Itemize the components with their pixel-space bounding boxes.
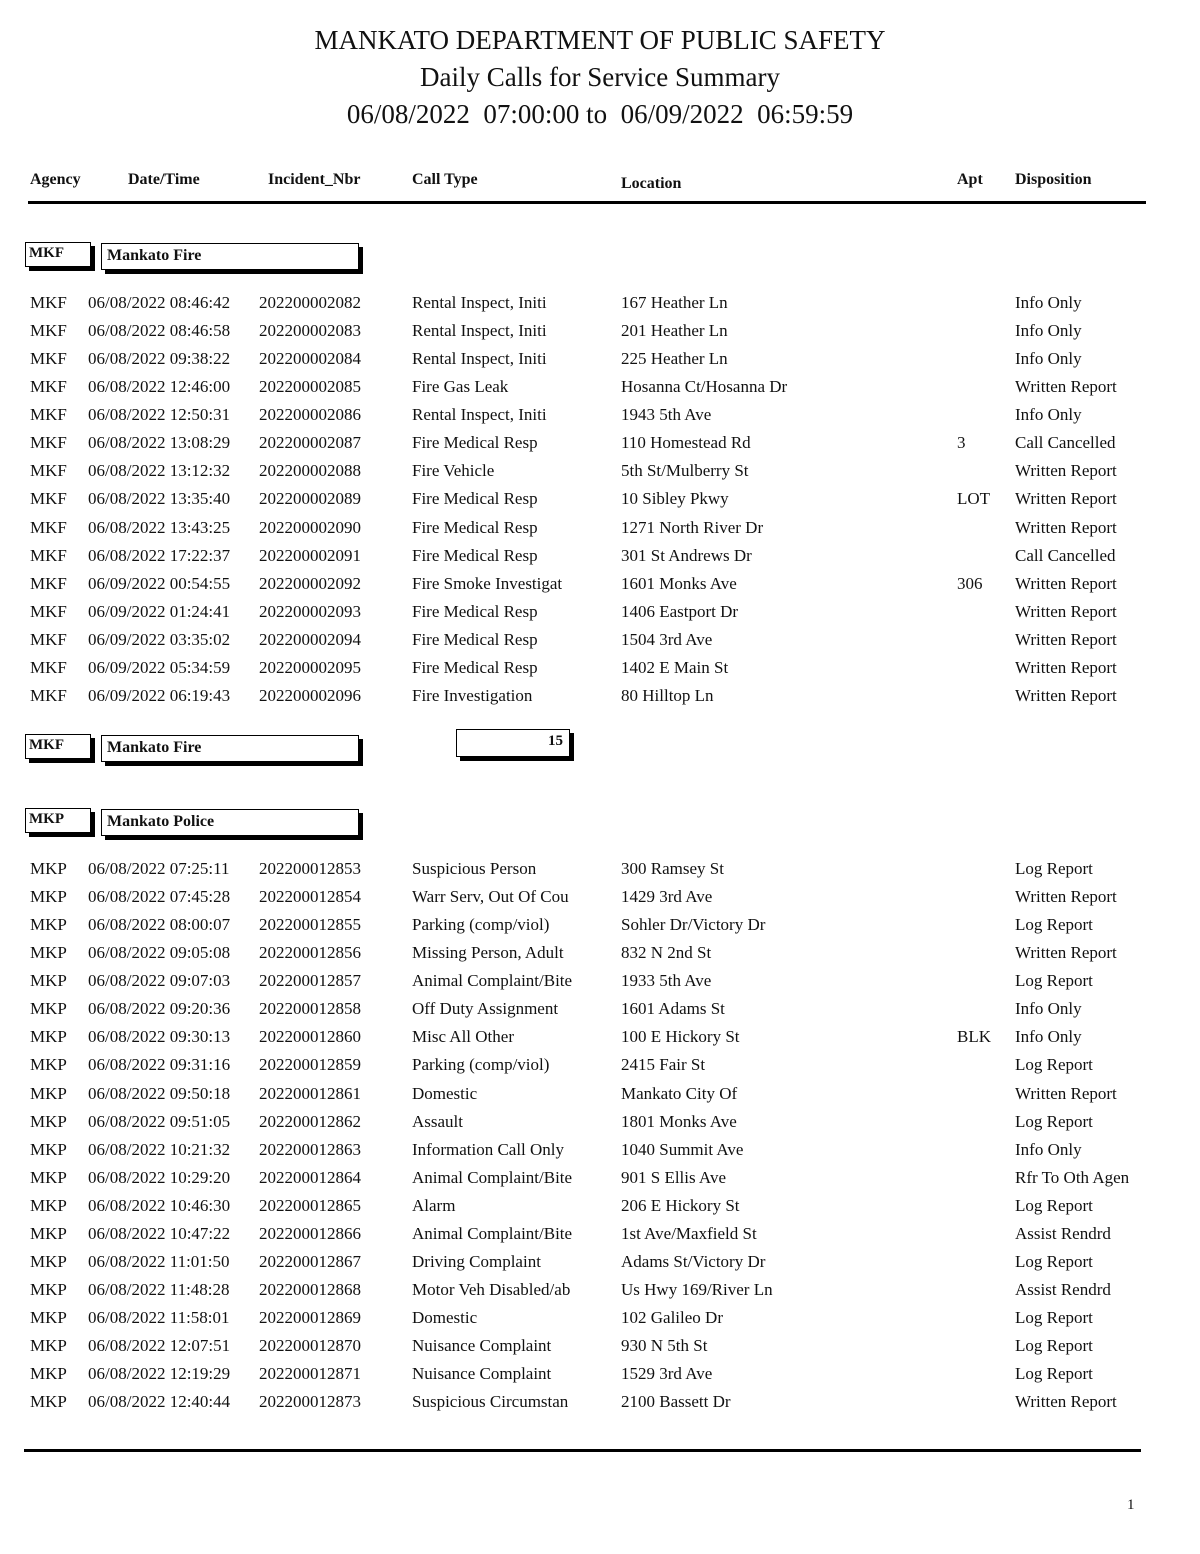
cell-disposition: Written Report [1015, 887, 1117, 907]
cell-agency: MKF [30, 545, 67, 565]
cell-incident: 202200002095 [259, 657, 361, 677]
cell-agency: MKP [30, 1223, 67, 1243]
cell-call-type: Fire Medical Resp [412, 517, 538, 537]
cell-call-type: Misc All Other [412, 1027, 514, 1047]
cell-call-type: Fire Vehicle [412, 461, 495, 481]
cell-datetime: 06/09/2022 01:24:41 [88, 601, 231, 621]
cell-agency: MKF [30, 349, 67, 369]
cell-datetime: 06/08/2022 10:47:22 [88, 1223, 231, 1243]
cell-incident: 202200002094 [259, 629, 361, 649]
cell-disposition: Log Report [1015, 1336, 1093, 1356]
cell-agency: MKF [30, 517, 67, 537]
cell-datetime: 06/09/2022 06:19:43 [88, 685, 231, 705]
cell-disposition: Info Only [1015, 321, 1082, 341]
cell-location: 102 Galileo Dr [621, 1308, 723, 1328]
cell-location: 80 Hilltop Ln [621, 685, 714, 705]
table-row [0, 1364, 1200, 1392]
cell-agency: MKP [30, 943, 67, 963]
cell-call-type: Fire Gas Leak [412, 377, 509, 397]
cell-agency: MKF [30, 489, 67, 509]
table-row [0, 433, 1200, 461]
cell-location: 1406 Eastport Dr [621, 601, 739, 621]
cell-disposition: Info Only [1015, 1027, 1082, 1047]
cell-call-type: Animal Complaint/Bite [412, 1223, 573, 1243]
cell-call-type: Animal Complaint/Bite [412, 1167, 573, 1187]
cell-datetime: 06/09/2022 03:35:02 [88, 629, 231, 649]
cell-incident: 202200012856 [259, 943, 361, 963]
cell-incident: 202200012854 [259, 887, 361, 907]
table-row [0, 518, 1200, 546]
cell-disposition: Log Report [1015, 1364, 1093, 1384]
cell-agency: MKP [30, 971, 67, 991]
cell-datetime: 06/08/2022 09:50:18 [88, 1083, 231, 1103]
cell-incident: 202200012864 [259, 1167, 361, 1187]
table-row [0, 1252, 1200, 1280]
cell-incident: 202200002088 [259, 461, 361, 481]
table-row [0, 887, 1200, 915]
cell-datetime: 06/08/2022 09:38:22 [88, 349, 231, 369]
cell-location: 930 N 5th St [621, 1336, 708, 1356]
report-subtitle: Daily Calls for Service Summary [420, 62, 780, 92]
cell-call-type: Animal Complaint/Bite [412, 971, 573, 991]
cell-call-type: Fire Smoke Investigat [412, 573, 563, 593]
cell-call-type: Nuisance Complaint [412, 1364, 552, 1384]
cell-location: 1429 3rd Ave [621, 887, 713, 907]
cell-location: 1st Ave/Maxfield St [621, 1223, 757, 1243]
cell-agency: MKP [30, 1167, 67, 1187]
cell-incident: 202200002092 [259, 573, 361, 593]
cell-location: 1801 Monks Ave [621, 1111, 737, 1131]
table-row [0, 1392, 1200, 1420]
cell-call-type: Information Call Only [412, 1139, 565, 1159]
cell-incident: 202200002096 [259, 685, 361, 705]
cell-agency: MKP [30, 1336, 67, 1356]
table-row [0, 1168, 1200, 1196]
cell-agency: MKF [30, 321, 67, 341]
cell-incident: 202200002089 [259, 489, 361, 509]
table-row [0, 321, 1200, 349]
cell-datetime: 06/08/2022 12:46:00 [88, 377, 231, 397]
cell-incident: 202200012860 [259, 1027, 361, 1047]
table-row [0, 574, 1200, 602]
cell-disposition: Written Report [1015, 1392, 1117, 1412]
cell-call-type: Alarm [412, 1195, 456, 1215]
report-title: MANKATO DEPARTMENT OF PUBLIC SAFETY [314, 25, 886, 55]
cell-location: Sohler Dr/Victory Dr [621, 915, 766, 935]
cell-incident: 202200012868 [259, 1280, 361, 1300]
table-row [0, 1027, 1200, 1055]
cell-location: 201 Heather Ln [621, 321, 728, 341]
cell-agency: MKP [30, 999, 67, 1019]
cell-call-type: Fire Medical Resp [412, 545, 538, 565]
cell-call-type: Fire Medical Resp [412, 657, 538, 677]
cell-call-type: Missing Person, Adult [412, 943, 564, 963]
cell-location: 1601 Monks Ave [621, 573, 737, 593]
cell-incident: 202200002093 [259, 601, 361, 621]
cell-incident: 202200012865 [259, 1195, 361, 1215]
table-row [0, 658, 1200, 686]
cell-incident: 202200002090 [259, 517, 361, 537]
cell-location: 2415 Fair St [621, 1055, 706, 1075]
cell-datetime: 06/08/2022 08:46:42 [88, 293, 231, 312]
column-header-location: Location [621, 175, 682, 192]
cell-agency: MKF [30, 405, 67, 425]
cell-disposition: Info Only [1015, 293, 1082, 312]
cell-agency: MKP [30, 1195, 67, 1215]
cell-disposition: Log Report [1015, 1251, 1093, 1271]
cell-location: Hosanna Ct/Hosanna Dr [621, 377, 788, 397]
report-date-range: 06/08/2022 07:00:00 to 06/09/2022 06:59:59 [346, 99, 854, 129]
cell-apt: 3 [957, 433, 966, 453]
cell-apt: 306 [957, 573, 983, 593]
table-row [0, 686, 1200, 714]
table-row [0, 489, 1200, 517]
cell-disposition: Log Report [1015, 859, 1093, 878]
cell-disposition: Written Report [1015, 573, 1117, 593]
table-row [0, 349, 1200, 377]
cell-disposition: Written Report [1015, 461, 1117, 481]
cell-call-type: Fire Investigation [412, 685, 533, 705]
cell-call-type: Parking (comp/viol) [412, 1055, 550, 1075]
cell-disposition: Log Report [1015, 1111, 1093, 1131]
cell-datetime: 06/08/2022 11:48:28 [88, 1280, 230, 1300]
cell-disposition: Call Cancelled [1015, 433, 1116, 453]
cell-agency: MKF [30, 461, 67, 481]
cell-datetime: 06/09/2022 00:54:55 [88, 573, 231, 593]
cell-disposition: Log Report [1015, 971, 1093, 991]
table-row [0, 1280, 1200, 1308]
cell-incident: 202200012873 [259, 1392, 361, 1412]
cell-call-type: Warr Serv, Out Of Cou [412, 887, 569, 907]
column-header-agency: Agency [30, 171, 81, 188]
cell-datetime: 06/08/2022 12:50:31 [88, 405, 231, 425]
table-row [0, 1084, 1200, 1112]
cell-datetime: 06/08/2022 13:12:32 [88, 461, 231, 481]
cell-incident: 202200012866 [259, 1223, 361, 1243]
cell-datetime: 06/08/2022 07:45:28 [88, 887, 231, 907]
cell-call-type: Fire Medical Resp [412, 433, 538, 453]
cell-agency: MKP [30, 1364, 67, 1384]
cell-datetime: 06/08/2022 10:46:30 [88, 1195, 231, 1215]
table-row [0, 1112, 1200, 1140]
fire-agency-code-box: MKF [25, 242, 91, 267]
column-header-call-type: Call Type [412, 171, 478, 188]
cell-incident: 202200002091 [259, 545, 361, 565]
cell-call-type: Fire Medical Resp [412, 629, 538, 649]
cell-agency: MKP [30, 1083, 67, 1103]
cell-location: 1402 E Main St [621, 657, 729, 677]
table-row [0, 1055, 1200, 1083]
cell-call-type: Domestic [412, 1308, 478, 1328]
cell-disposition: Written Report [1015, 517, 1117, 537]
cell-datetime: 06/08/2022 08:00:07 [88, 915, 231, 935]
cell-incident: 202200012867 [259, 1251, 361, 1271]
cell-agency: MKF [30, 629, 67, 649]
police-agency-code-box: MKP [25, 808, 91, 833]
cell-incident: 202200002082 [259, 293, 361, 312]
cell-call-type: Domestic [412, 1083, 478, 1103]
cell-incident: 202200012869 [259, 1308, 361, 1328]
cell-agency: MKF [30, 685, 67, 705]
cell-disposition: Written Report [1015, 657, 1117, 677]
cell-call-type: Parking (comp/viol) [412, 915, 550, 935]
cell-agency: MKP [30, 1111, 67, 1131]
cell-location: 1504 3rd Ave [621, 629, 713, 649]
cell-location: 300 Ramsey St [621, 859, 724, 878]
cell-agency: MKP [30, 1308, 67, 1328]
cell-datetime: 06/08/2022 09:20:36 [88, 999, 231, 1019]
cell-disposition: Written Report [1015, 601, 1117, 621]
cell-datetime: 06/08/2022 13:08:29 [88, 433, 231, 453]
fire-footer-code-box: MKF [25, 734, 91, 759]
cell-agency: MKP [30, 1055, 67, 1075]
cell-apt: LOT [957, 489, 991, 509]
cell-location: 901 S Ellis Ave [621, 1167, 726, 1187]
cell-call-type: Motor Veh Disabled/ab [412, 1280, 571, 1300]
cell-location: 1271 North River Dr [621, 517, 764, 537]
column-header-disposition: Disposition [1015, 171, 1092, 188]
cell-incident: 202200002083 [259, 321, 361, 341]
table-row [0, 859, 1200, 887]
cell-incident: 202200012871 [259, 1364, 361, 1384]
cell-datetime: 06/08/2022 12:07:51 [88, 1336, 231, 1356]
cell-datetime: 06/08/2022 11:01:50 [88, 1251, 230, 1271]
fire-agency-name-box: Mankato Fire [101, 243, 359, 270]
cell-disposition: Info Only [1015, 405, 1082, 425]
cell-incident: 202200012855 [259, 915, 361, 935]
cell-disposition: Info Only [1015, 349, 1082, 369]
cell-disposition: Written Report [1015, 489, 1117, 509]
table-row [0, 546, 1200, 574]
cell-agency: MKF [30, 377, 67, 397]
table-row [0, 943, 1200, 971]
table-row [0, 461, 1200, 489]
cell-datetime: 06/08/2022 09:51:05 [88, 1111, 231, 1131]
column-header-incident: Incident_Nbr [268, 171, 361, 188]
cell-incident: 202200002087 [259, 433, 361, 453]
cell-location: 110 Homestead Rd [621, 433, 751, 453]
cell-incident: 202200012857 [259, 971, 361, 991]
cell-location: 1601 Adams St [621, 999, 725, 1019]
fire-footer-name-box: Mankato Fire [101, 735, 359, 762]
fire-call-count: 15 [456, 729, 570, 757]
cell-location: 167 Heather Ln [621, 293, 728, 312]
cell-disposition: Written Report [1015, 685, 1117, 705]
cell-disposition: Log Report [1015, 1308, 1093, 1328]
cell-datetime: 06/08/2022 11:58:01 [88, 1308, 230, 1328]
cell-incident: 202200012861 [259, 1083, 361, 1103]
cell-location: Adams St/Victory Dr [621, 1251, 766, 1271]
cell-incident: 202200012858 [259, 999, 361, 1019]
cell-disposition: Info Only [1015, 1139, 1082, 1159]
cell-datetime: 06/08/2022 12:40:44 [88, 1392, 231, 1412]
cell-agency: MKP [30, 1139, 67, 1159]
cell-location: 1943 5th Ave [621, 405, 712, 425]
footer-rule [24, 1449, 1141, 1452]
cell-disposition: Written Report [1015, 629, 1117, 649]
cell-agency: MKP [30, 1027, 67, 1047]
cell-datetime: 06/08/2022 08:46:58 [88, 321, 231, 341]
cell-location: 206 E Hickory St [621, 1195, 740, 1215]
cell-agency: MKP [30, 915, 67, 935]
cell-location: Us Hwy 169/River Ln [621, 1280, 773, 1300]
cell-agency: MKF [30, 601, 67, 621]
cell-disposition: Assist Rendrd [1015, 1280, 1111, 1300]
cell-call-type: Rental Inspect, Initi [412, 321, 547, 341]
cell-datetime: 06/09/2022 05:34:59 [88, 657, 231, 677]
table-row [0, 293, 1200, 321]
table-row [0, 915, 1200, 943]
cell-location: 2100 Bassett Dr [621, 1392, 731, 1412]
cell-call-type: Rental Inspect, Initi [412, 349, 547, 369]
cell-location: 301 St Andrews Dr [621, 545, 752, 565]
cell-location: 832 N 2nd St [621, 943, 712, 963]
cell-disposition: Rfr To Oth Agen [1015, 1167, 1130, 1187]
table-row [0, 971, 1200, 999]
cell-agency: MKP [30, 1280, 67, 1300]
cell-incident: 202200012870 [259, 1336, 361, 1356]
cell-agency: MKP [30, 1251, 67, 1271]
cell-datetime: 06/08/2022 09:05:08 [88, 943, 231, 963]
cell-disposition: Call Cancelled [1015, 545, 1116, 565]
table-row [0, 1196, 1200, 1224]
cell-datetime: 06/08/2022 10:29:20 [88, 1167, 231, 1187]
cell-disposition: Written Report [1015, 943, 1117, 963]
cell-disposition: Log Report [1015, 1055, 1093, 1075]
column-header-datetime: Date/Time [128, 171, 200, 188]
cell-call-type: Assault [412, 1111, 463, 1131]
cell-call-type: Fire Medical Resp [412, 601, 538, 621]
cell-datetime: 06/08/2022 12:19:29 [88, 1364, 231, 1384]
cell-disposition: Info Only [1015, 999, 1082, 1019]
cell-incident: 202200012859 [259, 1055, 361, 1075]
table-row [0, 1336, 1200, 1364]
table-row [0, 602, 1200, 630]
cell-agency: MKF [30, 573, 67, 593]
cell-disposition: Log Report [1015, 915, 1093, 935]
cell-agency: MKP [30, 859, 67, 878]
cell-location: Mankato City Of [621, 1083, 738, 1103]
cell-agency: MKF [30, 293, 67, 312]
header-rule [28, 201, 1146, 204]
cell-disposition: Assist Rendrd [1015, 1223, 1111, 1243]
cell-incident: 202200012862 [259, 1111, 361, 1131]
cell-agency: MKP [30, 1392, 67, 1412]
cell-location: 1529 3rd Ave [621, 1364, 713, 1384]
cell-location: 1040 Summit Ave [621, 1139, 744, 1159]
cell-location: 225 Heather Ln [621, 349, 728, 369]
column-header-apt: Apt [957, 171, 983, 188]
cell-datetime: 06/08/2022 07:25:11 [88, 859, 230, 878]
table-row [0, 630, 1200, 658]
cell-call-type: Fire Medical Resp [412, 489, 538, 509]
cell-location: 100 E Hickory St [621, 1027, 740, 1047]
cell-datetime: 06/08/2022 10:21:32 [88, 1139, 231, 1159]
cell-datetime: 06/08/2022 09:30:13 [88, 1027, 231, 1047]
cell-disposition: Written Report [1015, 377, 1117, 397]
cell-call-type: Rental Inspect, Initi [412, 293, 547, 312]
cell-incident: 202200002084 [259, 349, 361, 369]
cell-agency: MKP [30, 887, 67, 907]
cell-incident: 202200012853 [259, 859, 361, 878]
table-row [0, 377, 1200, 405]
cell-agency: MKF [30, 657, 67, 677]
table-row [0, 405, 1200, 433]
cell-call-type: Rental Inspect, Initi [412, 405, 547, 425]
cell-call-type: Driving Complaint [412, 1251, 541, 1271]
police-agency-name-box: Mankato Police [101, 809, 359, 836]
cell-datetime: 06/08/2022 13:43:25 [88, 517, 231, 537]
cell-call-type: Suspicious Circumstan [412, 1392, 569, 1412]
cell-location: 10 Sibley Pkwy [621, 489, 729, 509]
cell-incident: 202200002086 [259, 405, 361, 425]
cell-call-type: Suspicious Person [412, 859, 537, 878]
cell-disposition: Written Report [1015, 1083, 1117, 1103]
table-row [0, 1224, 1200, 1252]
cell-datetime: 06/08/2022 13:35:40 [88, 489, 231, 509]
cell-call-type: Off Duty Assignment [412, 999, 559, 1019]
cell-datetime: 06/08/2022 09:07:03 [88, 971, 231, 991]
table-row [0, 1140, 1200, 1168]
cell-agency: MKF [30, 433, 67, 453]
table-row [0, 999, 1200, 1027]
table-row [0, 1308, 1200, 1336]
cell-disposition: Log Report [1015, 1195, 1093, 1215]
cell-incident: 202200012863 [259, 1139, 361, 1159]
cell-datetime: 06/08/2022 17:22:37 [88, 545, 231, 565]
cell-location: 1933 5th Ave [621, 971, 712, 991]
cell-location: 5th St/Mulberry St [621, 461, 749, 481]
cell-incident: 202200002085 [259, 377, 361, 397]
cell-call-type: Nuisance Complaint [412, 1336, 552, 1356]
cell-apt: BLK [957, 1027, 991, 1047]
page-number: 1 [1127, 1497, 1135, 1513]
cell-datetime: 06/08/2022 09:31:16 [88, 1055, 231, 1075]
